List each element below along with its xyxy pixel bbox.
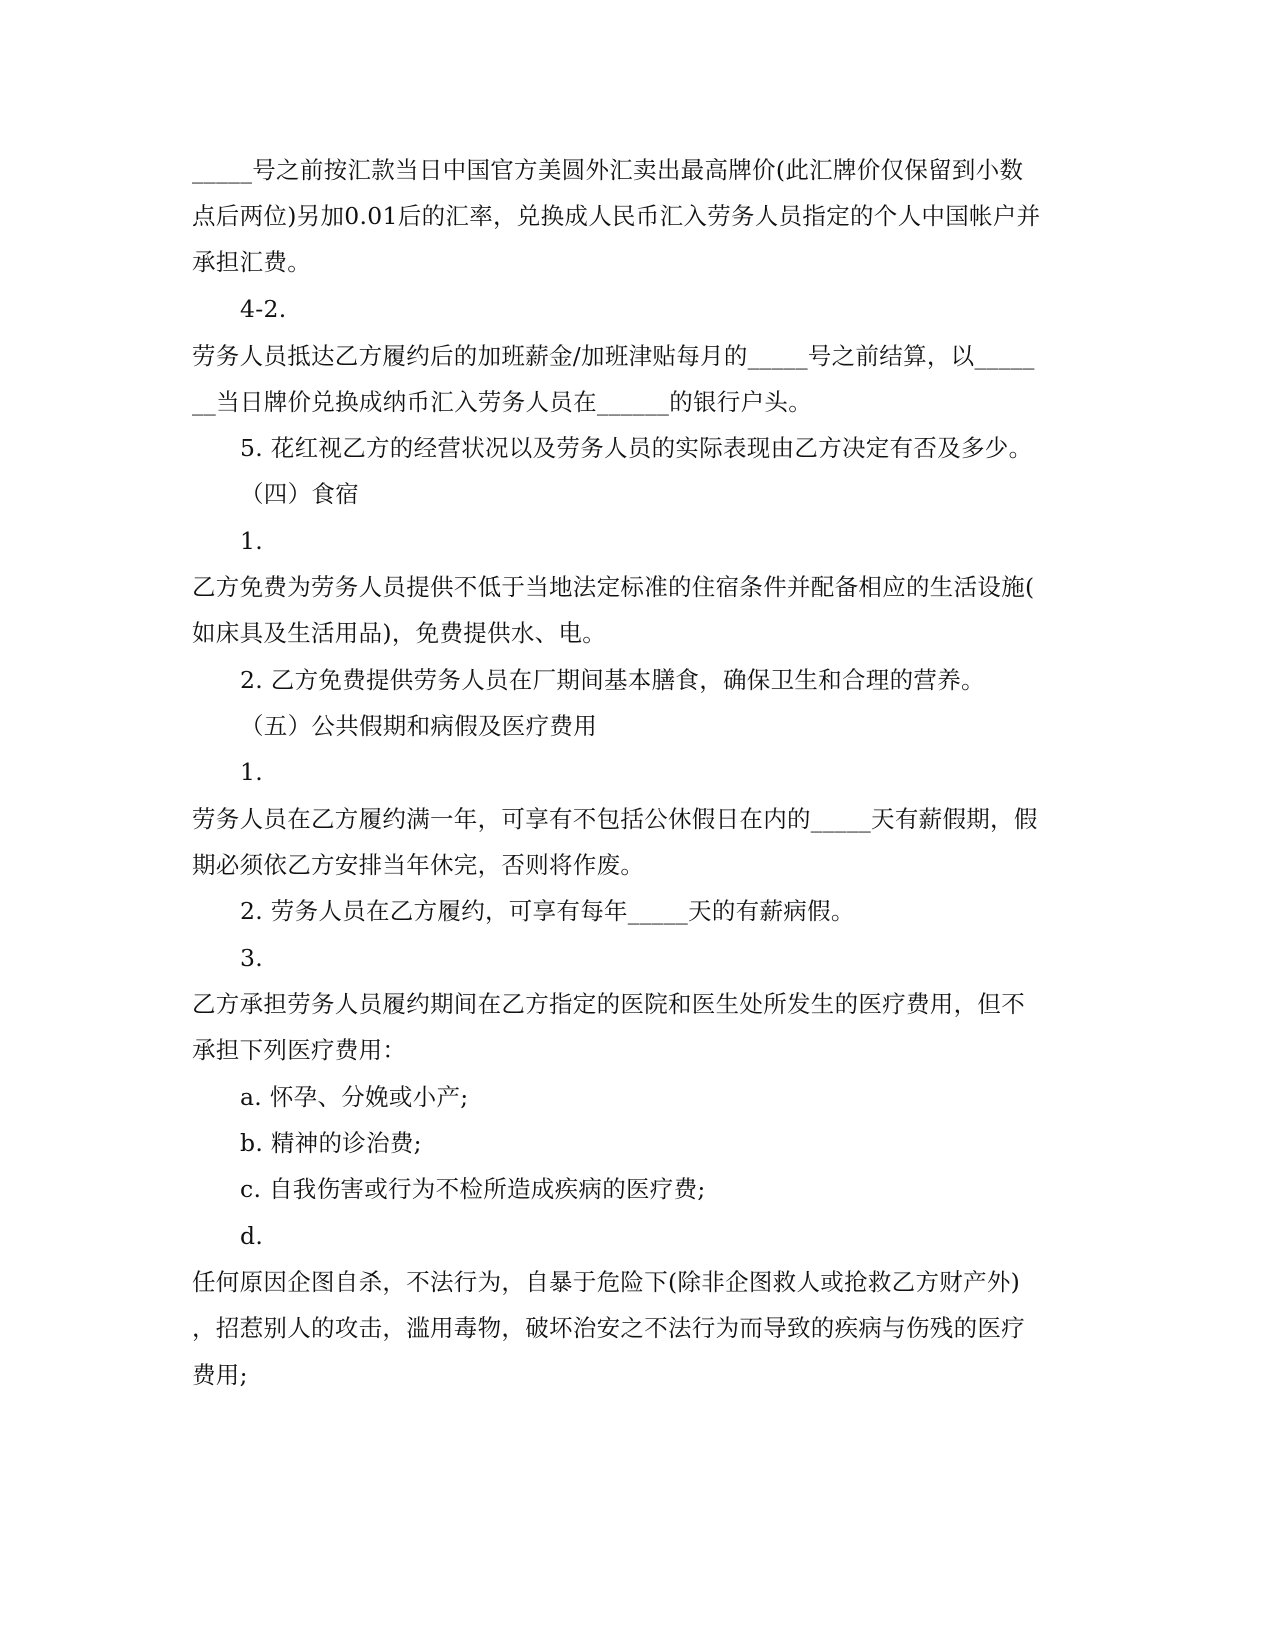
list-item: d. xyxy=(240,1222,264,1250)
section-number: 1. xyxy=(240,527,264,555)
section-number: 4-2. xyxy=(240,295,287,323)
text-line: 费用; xyxy=(192,1361,248,1389)
text-line: 乙方承担劳务人员履约期间在乙方指定的医院和医生处所发生的医疗费用，但不 xyxy=(192,990,1025,1018)
text-line: 乙方免费为劳务人员提供不低于当地法定标准的住宿条件并配备相应的生活设施( xyxy=(192,573,1035,601)
text-line: __当日牌价兑换成纳币汇入劳务人员在______的银行户头。 xyxy=(192,388,812,416)
list-item: c. 自我伤害或行为不检所造成疾病的医疗费; xyxy=(240,1175,706,1203)
text-line: 2. 乙方免费提供劳务人员在厂期间基本膳食，确保卫生和合理的营养。 xyxy=(240,666,985,694)
text-line: 5. 花红视乙方的经营状况以及劳务人员的实际表现由乙方决定有否及多少。 xyxy=(240,434,1033,462)
section-number: 3. xyxy=(240,944,264,972)
text-line: _____号之前按汇款当日中国官方美圆外汇卖出最高牌价(此汇牌价仅保留到小数 xyxy=(192,156,1024,184)
text-line: 2. 劳务人员在乙方履约，可享有每年_____天的有薪病假。 xyxy=(240,897,855,925)
section-heading: （四）食宿 xyxy=(240,480,359,508)
text-line: 承担下列医疗费用： xyxy=(192,1036,407,1064)
text-line: 点后两位)另加0.01后的汇率，兑换成人民币汇入劳务人员指定的个人中国帐户并 xyxy=(192,202,1041,230)
section-number: 1. xyxy=(240,758,264,786)
text-line: 如床具及生活用品)，免费提供水、电。 xyxy=(192,619,607,647)
text-line: 期必须依乙方安排当年休完，否则将作废。 xyxy=(192,851,645,879)
section-heading: （五）公共假期和病假及医疗费用 xyxy=(240,712,597,740)
text-line: 劳务人员在乙方履约满一年，可享有不包括公休假日在内的_____天有薪假期，假 xyxy=(192,805,1038,833)
text-line: 劳务人员抵达乙方履约后的加班薪金/加班津贴每月的_____号之前结算，以_____ xyxy=(192,342,1035,370)
text-line: 任何原因企图自杀，不法行为，自暴于危险下(除非企图救人或抢救乙方财产外) xyxy=(192,1268,1021,1296)
text-line: ，招惹别人的攻击，滥用毒物，破坏治安之不法行为而导致的疾病与伤残的医疗 xyxy=(192,1314,1025,1342)
text-line: 承担汇费。 xyxy=(192,248,311,276)
list-item: b. 精神的诊治费; xyxy=(240,1129,422,1157)
list-item: a. 怀孕、分娩或小产; xyxy=(240,1083,469,1111)
